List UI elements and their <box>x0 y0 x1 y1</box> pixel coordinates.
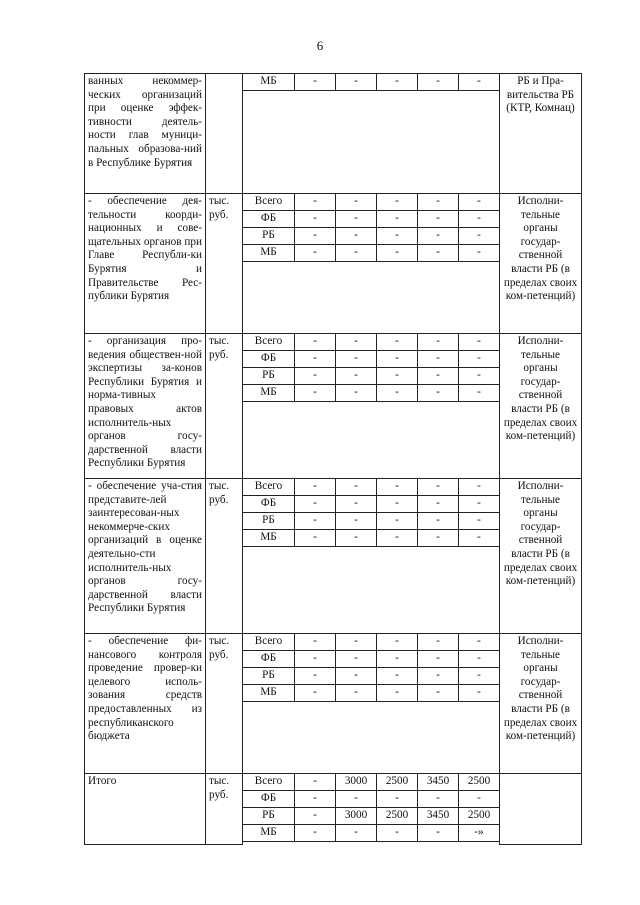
year-value: - <box>295 211 336 228</box>
measure-description: - обеспечение дея-тельности коорди-национных и сове-щательных органов при Главе Республи-ки Бурятия и Правительстве Рес-публики Бурятия <box>85 194 206 334</box>
year-value: - <box>336 685 377 702</box>
year-value: - <box>459 530 500 547</box>
empty-cell <box>243 702 500 774</box>
funding-source: РБ <box>243 368 295 385</box>
year-value: - <box>459 479 500 496</box>
year-value: - <box>336 668 377 685</box>
year-value: - <box>336 334 377 351</box>
year-value: - <box>459 791 500 808</box>
year-value: - <box>418 651 459 668</box>
table-row <box>85 479 582 496</box>
year-value: - <box>418 496 459 513</box>
year-value: - <box>377 211 418 228</box>
measure-description: Итого <box>85 774 206 845</box>
year-value: - <box>295 791 336 808</box>
responsible-executor: Исполни-тельные органы государ-ственной власти РБ (в пределах своих ком-петенций) <box>500 194 582 334</box>
funding-source: ФБ <box>243 651 295 668</box>
budget-table <box>84 73 582 845</box>
funding-source: МБ <box>243 385 295 402</box>
year-value: - <box>377 351 418 368</box>
funding-source: РБ <box>243 228 295 245</box>
year-value: - <box>295 651 336 668</box>
year-value: - <box>336 479 377 496</box>
year-value: - <box>377 634 418 651</box>
year-value: - <box>377 668 418 685</box>
year-value: - <box>336 74 377 91</box>
table-row <box>85 194 582 211</box>
year-value: - <box>418 368 459 385</box>
year-value: - <box>459 74 500 91</box>
year-value: 3000 <box>336 774 377 791</box>
funding-source: Всего <box>243 334 295 351</box>
year-value: - <box>377 334 418 351</box>
funding-source: МБ <box>243 685 295 702</box>
unit-cell: тыс. руб. <box>206 479 243 634</box>
funding-source: Всего <box>243 634 295 651</box>
year-value: - <box>377 791 418 808</box>
year-value: - <box>418 334 459 351</box>
year-value: - <box>459 496 500 513</box>
funding-source: РБ <box>243 513 295 530</box>
table-row <box>85 334 582 351</box>
year-value: 2500 <box>459 774 500 791</box>
year-value: - <box>336 368 377 385</box>
year-value: - <box>295 351 336 368</box>
year-value: - <box>295 634 336 651</box>
responsible-executor: Исполни-тельные органы государ-ственной власти РБ (в пределах своих ком-петенций) <box>500 479 582 634</box>
measure-description: ванных некоммер-ческих организаций при оценке эффек-тивности деятель-ности глав муници-пальных образова-ний в Республике Бурятия <box>85 74 206 194</box>
year-value: - <box>418 634 459 651</box>
measure-description: - обеспечение фи-нансового контроля проведение провер-ки целевого исполь-зования средств предоставленных из республиканского бюджета <box>85 634 206 774</box>
responsible-executor <box>500 774 582 845</box>
year-value: - <box>377 385 418 402</box>
year-value: - <box>418 228 459 245</box>
funding-source: МБ <box>243 825 295 842</box>
year-value: - <box>377 496 418 513</box>
year-value: 3000 <box>336 808 377 825</box>
year-value: - <box>336 825 377 842</box>
year-value: - <box>295 479 336 496</box>
year-value: - <box>295 808 336 825</box>
year-value: - <box>295 368 336 385</box>
year-value: - <box>418 385 459 402</box>
year-value: - <box>418 685 459 702</box>
year-value: - <box>377 825 418 842</box>
funding-source: ФБ <box>243 496 295 513</box>
funding-source: Всего <box>243 194 295 211</box>
year-value: - <box>295 496 336 513</box>
year-value: - <box>418 74 459 91</box>
year-value: - <box>377 651 418 668</box>
year-value: - <box>377 530 418 547</box>
year-value: - <box>336 245 377 262</box>
year-value: - <box>377 228 418 245</box>
funding-source: МБ <box>243 74 295 91</box>
year-value: - <box>459 513 500 530</box>
year-value: 3450 <box>418 808 459 825</box>
year-value: - <box>295 668 336 685</box>
unit-cell: тыс. руб. <box>206 774 243 845</box>
year-value: - <box>295 685 336 702</box>
responsible-executor: Исполни-тельные органы государ-ственной власти РБ (в пределах своих ком-петенций) <box>500 634 582 774</box>
year-value: - <box>295 228 336 245</box>
responsible-executor: Исполни-тельные органы государ-ственной власти РБ (в пределах своих ком-петенций) <box>500 334 582 479</box>
unit-cell: тыс. руб. <box>206 634 243 774</box>
year-value: - <box>459 334 500 351</box>
year-value: - <box>418 530 459 547</box>
year-value: - <box>295 513 336 530</box>
year-value: - <box>336 791 377 808</box>
year-value: - <box>336 228 377 245</box>
year-value: 2500 <box>377 774 418 791</box>
empty-cell <box>243 402 500 479</box>
year-value: - <box>418 479 459 496</box>
year-value: - <box>418 194 459 211</box>
funding-source: ФБ <box>243 351 295 368</box>
year-value: - <box>377 685 418 702</box>
empty-cell <box>243 547 500 634</box>
year-value: - <box>459 385 500 402</box>
year-value: - <box>336 651 377 668</box>
year-value: - <box>336 530 377 547</box>
year-value: 2500 <box>377 808 418 825</box>
year-value: - <box>377 245 418 262</box>
funding-source: РБ <box>243 668 295 685</box>
year-value: - <box>377 368 418 385</box>
year-value: 3450 <box>418 774 459 791</box>
page-number: 6 <box>316 38 324 53</box>
empty-cell <box>243 262 500 334</box>
empty-cell <box>243 842 500 845</box>
year-value: - <box>295 334 336 351</box>
year-value: - <box>459 211 500 228</box>
year-value: - <box>377 74 418 91</box>
year-value: - <box>336 211 377 228</box>
year-value: - <box>295 245 336 262</box>
year-value: - <box>418 825 459 842</box>
unit-cell: тыс. руб. <box>206 194 243 334</box>
measure-description: - организация про-ведения обществен-ной экспертизы за-конов Республики Бурятия и норма-тивных правовых актов исполнитель-ных органов госу-дарственной власти Республики Бурятия <box>85 334 206 479</box>
year-value: - <box>295 194 336 211</box>
year-value: - <box>459 194 500 211</box>
responsible-executor: РБ и Пра-вительства РБ (КТР, Комнац) <box>500 74 582 194</box>
table-row <box>85 774 582 791</box>
table-row <box>85 74 582 91</box>
year-value: - <box>295 825 336 842</box>
empty-cell <box>243 91 500 194</box>
funding-source: ФБ <box>243 211 295 228</box>
year-value: - <box>336 496 377 513</box>
funding-source: ФБ <box>243 791 295 808</box>
year-value: - <box>377 513 418 530</box>
year-value: - <box>295 530 336 547</box>
year-value: 2500 <box>459 808 500 825</box>
year-value: -» <box>459 825 500 842</box>
year-value: - <box>418 668 459 685</box>
year-value: - <box>418 245 459 262</box>
year-value: - <box>336 385 377 402</box>
year-value: - <box>459 368 500 385</box>
year-value: - <box>459 245 500 262</box>
year-value: - <box>418 351 459 368</box>
year-value: - <box>295 74 336 91</box>
year-value: - <box>459 668 500 685</box>
year-value: - <box>459 634 500 651</box>
table-body <box>85 74 582 845</box>
unit-cell: тыс. руб. <box>206 334 243 479</box>
year-value: - <box>336 513 377 530</box>
year-value: - <box>418 791 459 808</box>
unit-cell <box>206 74 243 194</box>
year-value: - <box>377 479 418 496</box>
funding-source: Всего <box>243 479 295 496</box>
year-value: - <box>418 513 459 530</box>
year-value: - <box>377 194 418 211</box>
year-value: - <box>336 194 377 211</box>
year-value: - <box>295 774 336 791</box>
year-value: - <box>418 211 459 228</box>
measure-description: - обеспечение уча-стия представите-лей заинтересован-ных некоммерче-ских организаций в оценке деятельно-сти исполнитель-ных органов госу-дарственной власти Республики Бурятия <box>85 479 206 634</box>
funding-source: МБ <box>243 245 295 262</box>
table-row <box>85 634 582 651</box>
year-value: - <box>295 385 336 402</box>
funding-source: Всего <box>243 774 295 791</box>
year-value: - <box>459 685 500 702</box>
year-value: - <box>336 351 377 368</box>
year-value: - <box>459 351 500 368</box>
year-value: - <box>459 651 500 668</box>
year-value: - <box>459 228 500 245</box>
year-value: - <box>336 634 377 651</box>
funding-source: РБ <box>243 808 295 825</box>
funding-source: МБ <box>243 530 295 547</box>
